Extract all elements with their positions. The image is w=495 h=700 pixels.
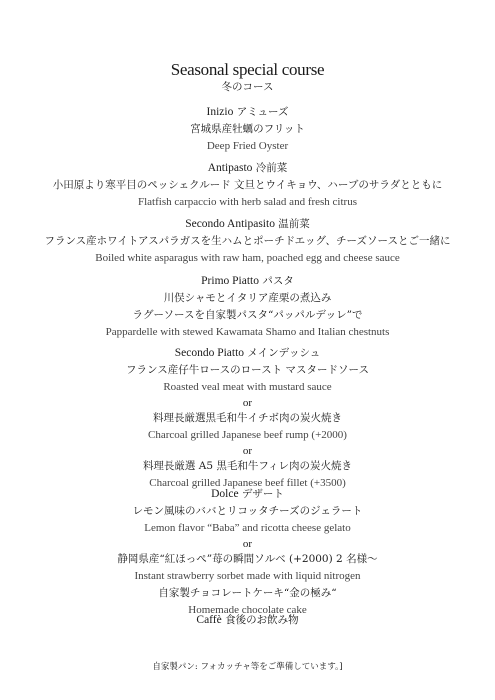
dish-ja: ラグーソースを自家製パスタ“パッパルデッレ”で <box>132 309 363 321</box>
course-antipasto <box>0 160 495 211</box>
course-heading <box>0 216 495 233</box>
course-heading <box>0 104 495 121</box>
dish-ja: 料理長厳選黒毛和牛イチボ肉の炭火焼き <box>153 412 342 424</box>
course-heading <box>0 160 495 177</box>
dish-en: Pappardelle with stewed Kawamata Shamo and Italian chestnuts <box>105 326 390 338</box>
course-name-ja: パスタ <box>262 275 294 287</box>
course-heading <box>0 612 495 629</box>
course-dolce <box>0 486 495 619</box>
course-name-en: Dolce <box>211 488 239 500</box>
dish-ja: フランス産ホワイトアスパラガスを生ハムとポーチドエッグ、チーズソースとご一緒に <box>44 235 451 247</box>
dish-en: Charcoal grilled Japanese beef fillet (+3500) <box>149 477 346 489</box>
course-name-ja: デザート <box>241 488 284 500</box>
course-name-en: Secondo Piatto <box>174 347 245 359</box>
course-caffe <box>0 612 495 629</box>
dish-en: Deep Fried Oyster <box>206 140 289 152</box>
course-secondo <box>0 345 495 492</box>
course-name-en: Antipasto <box>207 162 253 174</box>
dish-en: Boiled white asparagus with raw ham, poached egg and cheese sauce <box>95 252 400 264</box>
dish-ja: フランス産仔牛ロースのロースト マスタードソース <box>126 364 369 376</box>
course-primo <box>0 273 495 341</box>
course-name-ja: メインデッシュ <box>247 347 321 359</box>
bread-footnote: 自家製パン: フォカッチャ等をご準備しています。] <box>152 662 343 672</box>
or-separator: or <box>242 397 253 409</box>
course-name-ja: 食後のお飲み物 <box>225 614 299 626</box>
dish-ja: 小田原より寒平目のペッシェクルード 文旦とウイキョウ、ハーブのサラダとともに <box>52 179 443 191</box>
dish-ja: 静岡県産“紅ほっぺ”苺の瞬間ソルベ (+2000) 2 名様〜 <box>117 553 378 565</box>
dish-en: Flatfish carpaccio with herb salad and fresh citrus <box>137 196 357 208</box>
or-separator: or <box>242 445 253 457</box>
course-name-ja: 温前菜 <box>278 218 310 230</box>
course-heading <box>0 486 495 503</box>
course-heading <box>0 273 495 290</box>
course-name-ja: アミューズ <box>236 106 289 118</box>
dish-en: Roasted veal meat with mustard sauce <box>163 381 332 393</box>
course-secondo-antipasto <box>0 216 495 267</box>
course-inizio <box>0 104 495 155</box>
dish-ja: 料理長厳選 A5 黒毛和牛フィレ肉の炭火焼き <box>142 460 353 472</box>
dish-ja: 川俣シャモとイタリア産栗の煮込み <box>163 292 332 304</box>
course-name-en: Secondo Antipasito <box>185 218 275 230</box>
menu-title: Seasonal special course <box>170 60 325 79</box>
dish-en: Homemade chocolate cake <box>188 604 307 616</box>
menu-subtitle: 冬のコース <box>221 81 274 93</box>
dish-en: Charcoal grilled Japanese beef rump (+2000) <box>148 429 347 441</box>
dish-en: Lemon flavor “Baba” and ricotta cheese gelato <box>144 522 351 534</box>
course-name-en: Primo Piatto <box>201 275 259 287</box>
dish-ja: 自家製チョコレートケーキ“金の極み“ <box>158 587 337 599</box>
course-name-en: Caffè <box>196 614 222 626</box>
course-heading <box>0 345 495 362</box>
course-name-en: Inizio <box>206 106 234 118</box>
dish-ja: レモン風味のババとリコッタチーズのジェラート <box>132 505 363 517</box>
course-name-ja: 冷前菜 <box>255 162 288 174</box>
dish-ja: 宮城県産牡蠣のフリット <box>190 123 305 135</box>
or-separator: or <box>242 538 253 550</box>
dish-en: Instant strawberry sorbet made with liquid nitrogen <box>134 570 361 582</box>
